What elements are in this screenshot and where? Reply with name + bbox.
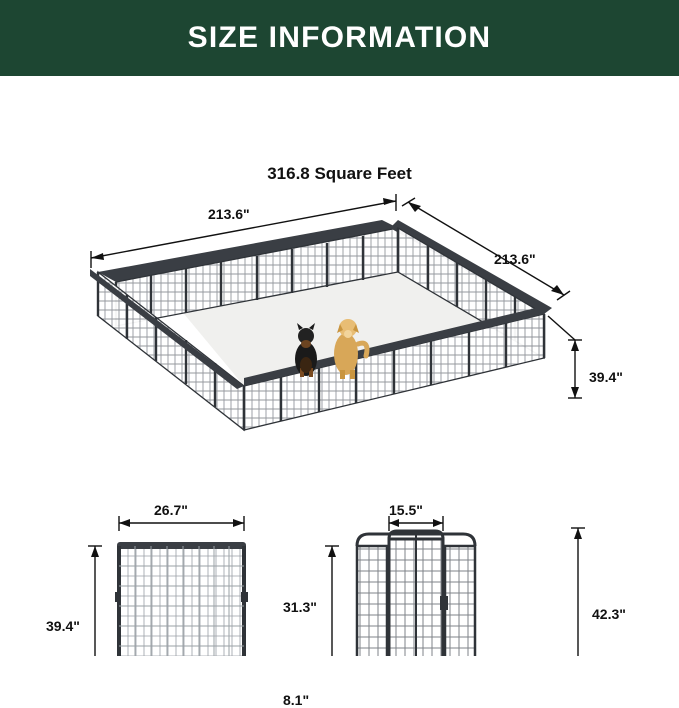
gate-inner-height-label: 31.3"	[283, 599, 317, 615]
area-label: 316.8 Square Feet	[267, 164, 412, 183]
perspective-top-width-label: 213.6"	[208, 206, 250, 222]
gate-width-dim	[389, 516, 443, 531]
diagram-artwork	[0, 76, 679, 656]
gate-total-height-dim	[571, 528, 585, 656]
single-panel-height-label: 39.4"	[46, 618, 80, 634]
single-panel-drawing	[115, 542, 248, 656]
single-panel-width-dim	[119, 516, 244, 531]
diagram-stage	[0, 76, 679, 708]
perspective-right-width-label: 213.6"	[494, 251, 536, 267]
single-panel-width-label: 26.7"	[154, 502, 188, 518]
page-title: SIZE INFORMATION	[187, 21, 492, 54]
gate-base-height-label: 8.1"	[283, 692, 310, 708]
perspective-height-label: 39.4"	[589, 369, 623, 385]
gate-panel-drawing	[355, 531, 475, 656]
gate-total-height-label: 42.3"	[592, 606, 626, 622]
gate-inner-height-dim	[325, 546, 339, 656]
header-banner	[0, 0, 679, 76]
gate-width-label: 15.5"	[389, 502, 423, 518]
single-panel-height-dim	[88, 546, 102, 656]
